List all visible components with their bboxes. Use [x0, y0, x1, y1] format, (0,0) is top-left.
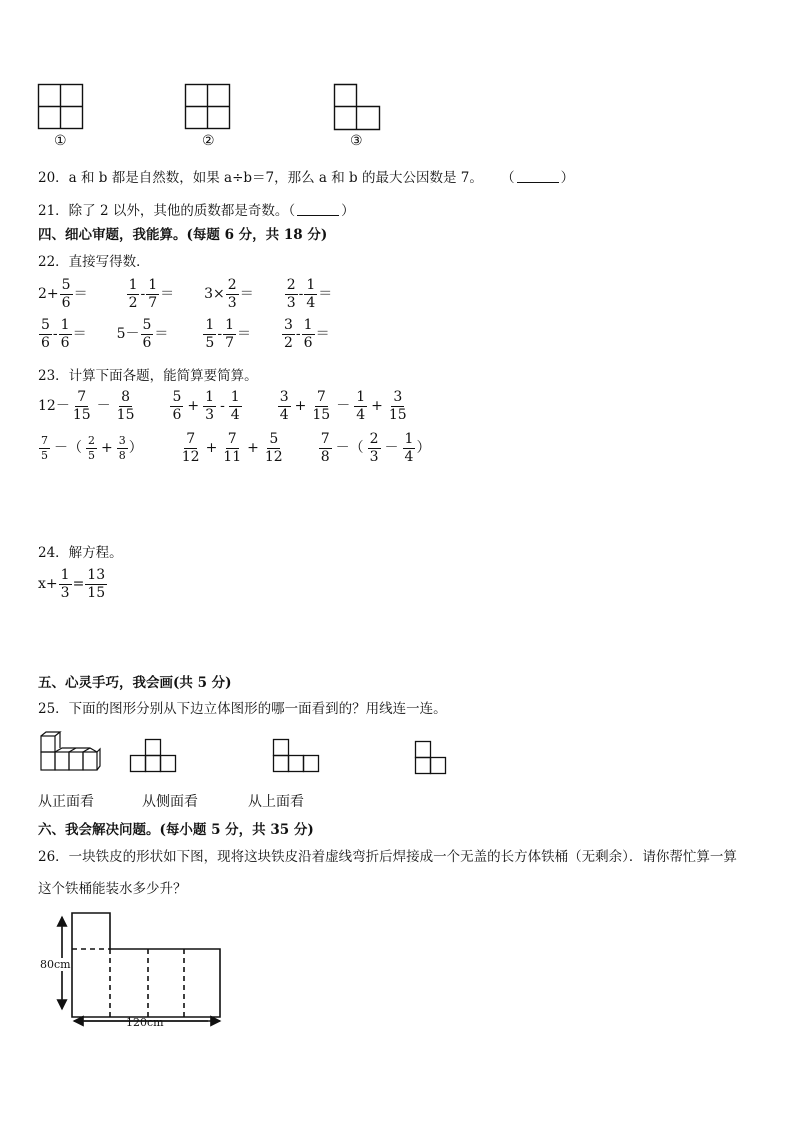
height-label: 80cm	[40, 958, 71, 971]
question-22-title: 22．直接写得数．	[38, 254, 150, 270]
q23-expr-3: $\frac{3}{4}$ + $\frac{7}{15}$ － $\frac{1}{4}$ + $\frac{3}{15}$	[279, 389, 407, 423]
3d-block-figure	[38, 730, 102, 774]
section-6-title: 六、我会解决问题。(每小题 5 分，共 35 分)	[38, 822, 314, 838]
question-20: 20．a 和 b 都是自然数，如果 a÷b＝7，那么 a 和 b 的最大公因数是 7。 （ ）	[38, 170, 575, 186]
answer-blank-20[interactable]	[517, 170, 559, 183]
figure-1-label: ①	[54, 133, 67, 149]
q22-r2-e1: $\frac{5}{6}$ - $\frac{1}{6}$ ＝	[41, 317, 87, 351]
view-shape-2	[272, 738, 322, 774]
q22-r1-e1: 2+ $\frac{5}{6}$ ＝	[38, 277, 88, 311]
q22-r1-e4: $\frac{2}{3}$ - $\frac{1}{4}$ ＝	[286, 277, 333, 311]
q23-expr-2: $\frac{5}{6}$ + $\frac{1}{3}$ - $\frac{1}{4}$	[172, 389, 240, 423]
view-shape-3	[414, 740, 448, 776]
q23-expr-5: $\frac{7}{12}$ + $\frac{7}{11}$ + $\frac{5}{12}$	[181, 431, 283, 465]
q24-equation: x+ $\frac{1}{3}$ = $\frac{13}{15}$	[38, 567, 106, 601]
q22-r1-e3: 3× $\frac{2}{3}$ ＝	[204, 277, 254, 311]
q23-expr-6: $\frac{7}{8}$ －（ $\frac{2}{3}$ － $\frac{1}{4}$ ）	[320, 431, 431, 465]
figure-2-grid	[185, 84, 231, 130]
view-shape-1	[130, 738, 178, 774]
figure-3-label: ③	[350, 133, 363, 149]
view-label-top: 从上面看	[248, 794, 304, 810]
q22-row-1	[38, 278, 332, 310]
question-25-title: 25．下面的图形分别从下边立体图形的哪一面看到的？用线连一连。	[38, 701, 447, 717]
question-26-line-2: 这个铁桶能装水多少升？	[38, 881, 187, 897]
question-21: 21．除了 2 以外，其他的质数都是奇数。（ ）	[38, 203, 355, 219]
question-26-line-1: 26．一块铁皮的形状如下图，现将这块铁皮沿着虚线弯折后焊接成一个无盖的长方体铁桶（无剩余）．请你帮忙算一算	[38, 849, 737, 865]
question-24-title: 24．解方程。	[38, 545, 123, 561]
answer-blank-21[interactable]	[297, 203, 339, 216]
q23-expr-1: 12－ $\frac{7}{15}$ － $\frac{8}{15}$	[38, 389, 135, 423]
width-label: 120cm	[126, 1016, 164, 1029]
question-20-text: 20．a 和 b 都是自然数，如果 a÷b＝7，那么 a 和 b 的最大公因数是 7。	[38, 170, 483, 186]
q22-r2-e2: 5－ $\frac{5}{6}$ ＝	[116, 317, 169, 351]
question-21-text: 21．除了 2 以外，其他的质数都是奇数。	[38, 203, 289, 219]
q22-r1-e2: $\frac{1}{2}$ - $\frac{1}{7}$ ＝	[128, 277, 175, 311]
section-5-title: 五、心灵手巧，我会画(共 5 分)	[38, 675, 232, 691]
q22-r2-e4: $\frac{3}{2}$ - $\frac{1}{6}$ ＝	[284, 317, 330, 351]
figure-2-label: ②	[202, 133, 215, 149]
q23-expr-4: $\frac{7}{5}$ －（ $\frac{2}{5}$ + $\frac{3}{8}$ ）	[41, 434, 143, 462]
q22-r2-e3: $\frac{1}{5}$ - $\frac{1}{7}$ ＝	[205, 317, 251, 351]
question-23-title: 23．计算下面各题，能简算要简算。	[38, 368, 258, 384]
figure-3-l-shape	[334, 84, 382, 132]
view-label-side: 从侧面看	[142, 794, 198, 810]
figure-1-grid	[38, 84, 84, 130]
q23-row-1	[38, 390, 410, 422]
view-label-front: 从正面看	[38, 794, 94, 810]
q22-row-2	[38, 318, 330, 350]
section-4-title: 四、细心审题，我能算。(每题 6 分，共 18 分)	[38, 227, 328, 243]
q23-row-2	[38, 432, 430, 464]
